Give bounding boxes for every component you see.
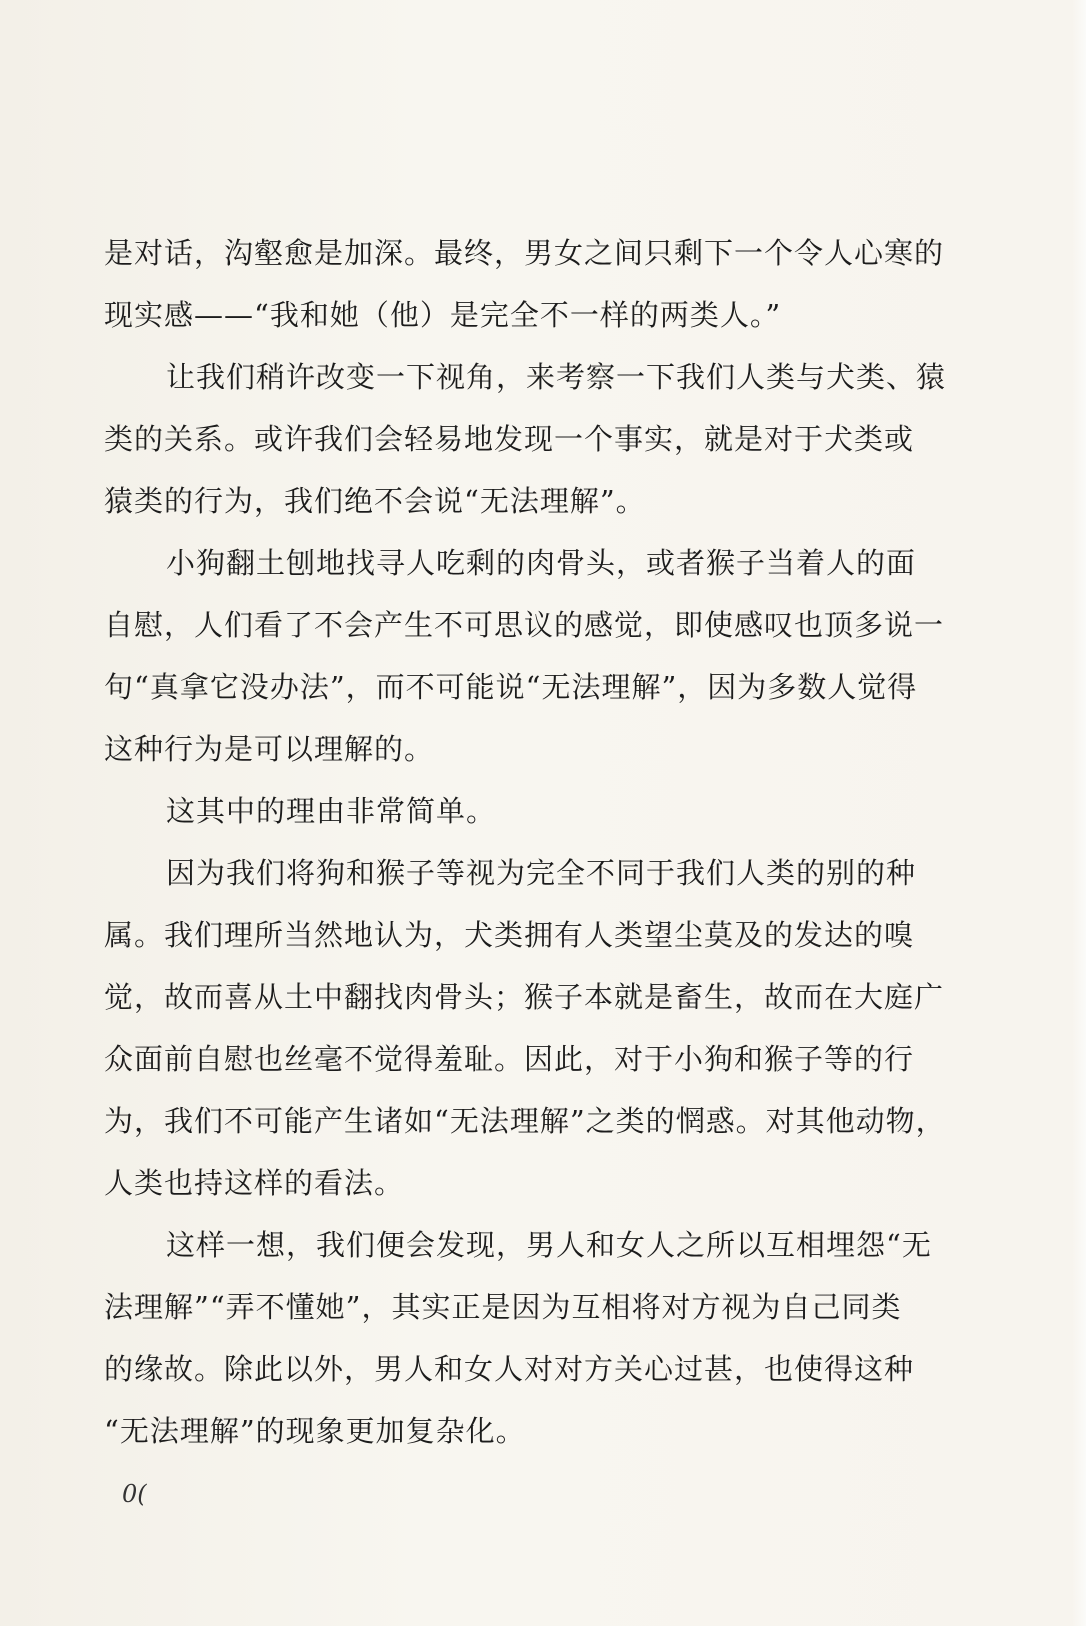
paragraph-start-line: 小狗翻土刨地找寻人吃剩的肉骨头，或者猴子当着人的面 (166, 546, 917, 580)
text-line: 类的关系。或许我们会轻易地发现一个事实，就是对于犬类或 (104, 422, 915, 456)
text-line: 猿类的行为，我们绝不会说“无法理解”。 (104, 484, 646, 518)
page-number: 0( (122, 1480, 147, 1508)
text-line: 众面前自慰也丝毫不觉得羞耻。因此，对于小狗和猴子等的行 (104, 1042, 915, 1076)
text-line: 现实感——“我和她（他）是完全不一样的两类人。” (104, 298, 782, 332)
text-line: 为，我们不可能产生诸如“无法理解”之类的惘惑。对其他动物， (104, 1104, 946, 1138)
text-line: 自慰，人们看了不会产生不可思议的感觉，即使感叹也顶多说一 (104, 608, 945, 642)
text-line: 觉，故而喜从土中翻找肉骨头；猴子本就是畜生，故而在大庭广 (104, 980, 945, 1014)
paragraph-start-line: 让我们稍许改变一下视角，来考察一下我们人类与犬类、猿 (166, 360, 947, 394)
text-line: 这种行为是可以理解的。 (104, 732, 435, 766)
paragraph-start-line: 因为我们将狗和猴子等视为完全不同于我们人类的别的种 (166, 856, 917, 890)
text-line: 人类也持这样的看法。 (104, 1166, 405, 1200)
paragraph-start-line: 这样一想，我们便会发现，男人和女人之所以互相埋怨“无 (166, 1228, 932, 1262)
body-text (104, 222, 947, 1462)
text-line: 法理解”“弄不懂她”，其实正是因为互相将对方视为自己同类 (104, 1290, 902, 1324)
text-line: 是对话，沟壑愈是加深。最终，男女之间只剩下一个令人心寒的 (104, 236, 945, 270)
text-line: “无法理解”的现象更加复杂化。 (104, 1414, 526, 1448)
text-line: 的缘故。除此以外，男人和女人对对方关心过甚，也使得这种 (104, 1352, 915, 1386)
text-line: 属。我们理所当然地认为，犬类拥有人类望尘莫及的发达的嗅 (104, 918, 915, 952)
scan-edge (1072, 0, 1086, 1626)
text-line: 句“真拿它没办法”，而不可能说“无法理解”，因为多数人觉得 (104, 670, 918, 704)
paragraph-start-line: 这其中的理由非常简单。 (166, 794, 497, 828)
